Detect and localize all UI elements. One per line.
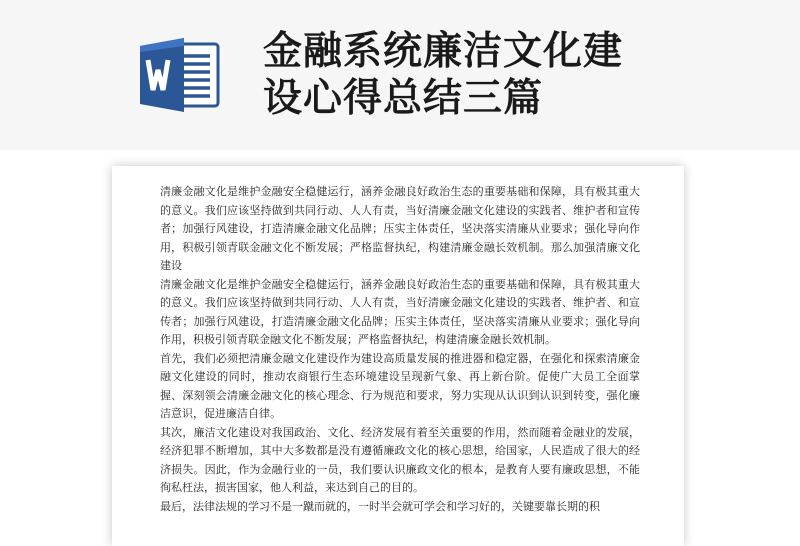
paragraph: 其次，廉洁文化建设对我国政治、文化、经济发展有着至关重要的作用，然而随着金融业的发展，经济犯罪不断增加，其中大多数都是没有遵循廉政文化的核心思想，给国家，人民造成了很大的经济损失。因此，作为金融行业的一员，我们要认识廉政文化的根本，是教育人要有廉政思想，不能徇私枉法，损害国家，他人利益，来达到自己的目的。 <box>160 425 640 494</box>
paragraph: 最后，法律法规的学习不是一蹴而就的，一时半会就可学会和学习好的，关键要靠长期的积 <box>160 499 600 513</box>
document-title <box>263 28 783 122</box>
paragraph: 清廉金融文化是维护金融安全稳健运行，涵养金融良好政治生态的重要基础和保障，具有极其重大的意义。我们应该坚持做到共同行动、人人有责，当好清廉金融文化建设的实践者、维护者和宣传者；加强行风建设，打造清廉金融文化品牌；压实主体责任，坚决落实清廉从业要求；强化导向作用，积极引领青联金融文化不断发展；严格监督执纪，构建清廉金融长效机制。那么加强清廉文化建设 <box>160 185 640 272</box>
paragraph: 清廉金融文化是维护金融安全稳健运行，涵养金融良好政治生态的重要基础和保障，具有极其重大的意义。我们应该坚持做到共同行动、人人有责，当好清廉金融文化建设的实践者、维护者、和宣传者；加强行风建设，打造清廉金融文化品牌；压实主体责任，坚决落实清廉从业要求；强化导向作用，积极引领青联金融文化不断发展；严格监督执纪，构建清廉金融长效机制。 <box>160 277 640 346</box>
paragraph: 首先，我们必须把清廉金融文化建设作为建设高质量发展的推进器和稳定器，在强化和探索清廉金融文化建设的同时，推动农商银行生态环境建设呈现新气象、再上新台阶。促使广大员工全面掌握、深刻领会清廉金融文化的核心理念、行为规范和要求，努力实现从认识到认识到转变，强化廉洁意识，促进廉洁自律。 <box>160 351 640 420</box>
word-document-icon <box>140 36 220 114</box>
title-line-2: 设心得总结三篇 <box>263 76 544 121</box>
title-line-1: 金融系统廉洁文化建 <box>263 29 624 74</box>
document-body <box>160 183 640 516</box>
